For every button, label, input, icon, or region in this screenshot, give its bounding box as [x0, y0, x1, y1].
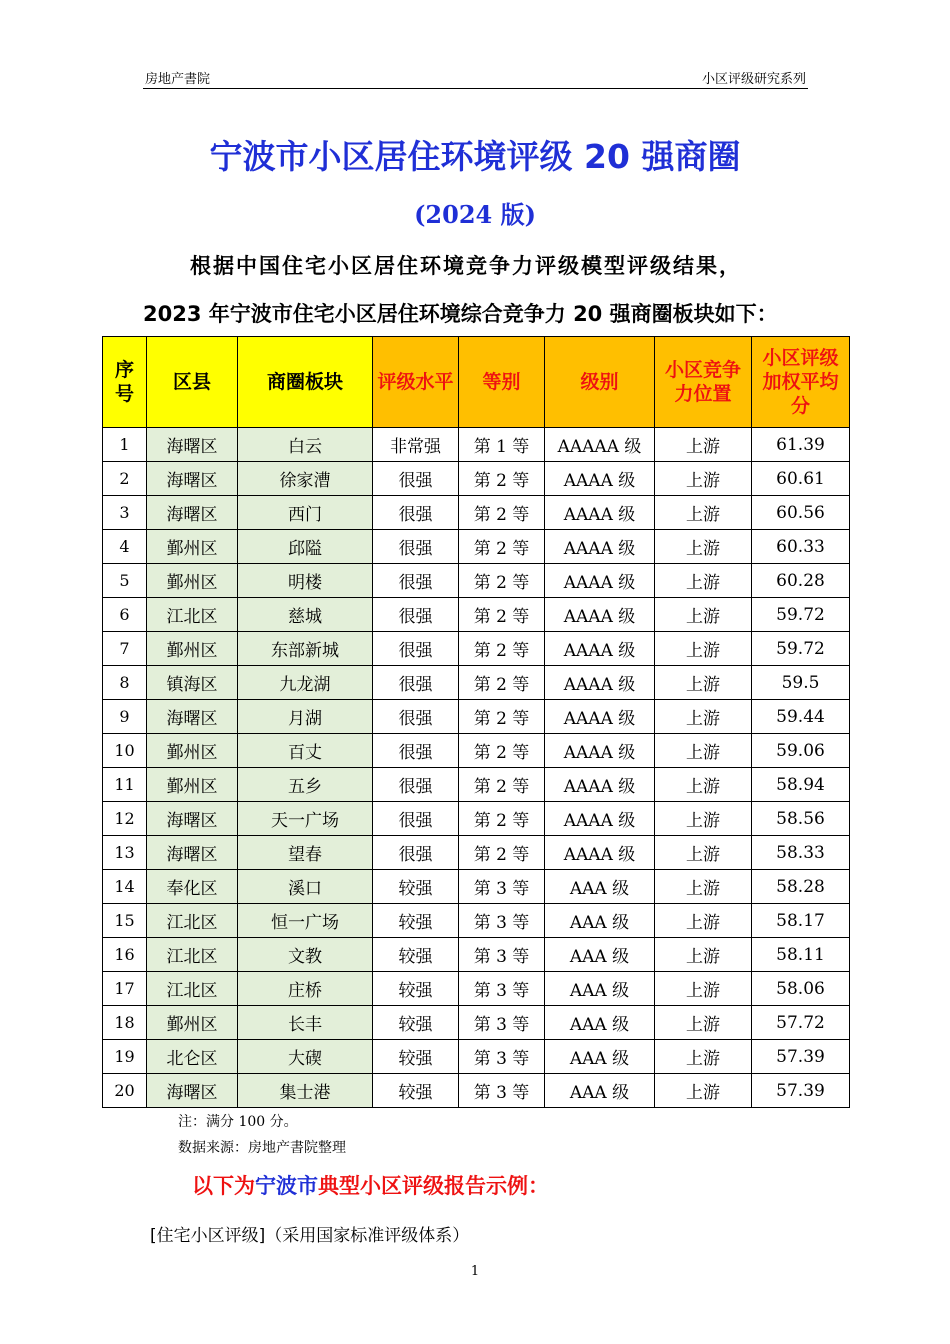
cell-class: AAAA 级 [545, 836, 655, 870]
cell-grade: 第 2 等 [459, 836, 545, 870]
cell-level: 较强 [373, 870, 459, 904]
cell-position: 上游 [655, 972, 752, 1006]
cell-grade: 第 2 等 [459, 598, 545, 632]
cell-position: 上游 [655, 802, 752, 836]
cell-position: 上游 [655, 1040, 752, 1074]
table-row [103, 564, 850, 598]
col-header-class: 级别 [545, 337, 655, 428]
cell-grade: 第 2 等 [459, 496, 545, 530]
cell-district: 奉化区 [147, 870, 238, 904]
cell-position: 上游 [655, 564, 752, 598]
cell-level: 很强 [373, 802, 459, 836]
cell-index: 6 [103, 598, 147, 632]
cell-index: 12 [103, 802, 147, 836]
table-row [103, 496, 850, 530]
cell-class: AAAAA 级 [545, 428, 655, 462]
cell-district: 海曙区 [147, 496, 238, 530]
cell-index: 19 [103, 1040, 147, 1074]
cell-position: 上游 [655, 666, 752, 700]
cell-area: 九龙湖 [238, 666, 373, 700]
cell-district: 江北区 [147, 972, 238, 1006]
cell-class: AAA 级 [545, 870, 655, 904]
cell-grade: 第 2 等 [459, 700, 545, 734]
table-row [103, 734, 850, 768]
cell-level: 很强 [373, 632, 459, 666]
example-heading [192, 1170, 549, 1200]
cell-score: 58.06 [752, 972, 850, 1006]
cell-grade: 第 2 等 [459, 564, 545, 598]
cell-grade: 第 1 等 [459, 428, 545, 462]
cell-level: 很强 [373, 598, 459, 632]
cell-grade: 第 3 等 [459, 938, 545, 972]
header-left: 房地产書院 [145, 72, 211, 87]
cell-position: 上游 [655, 1074, 752, 1108]
cell-area: 邱隘 [238, 530, 373, 564]
col-header-score: 小区评级加权平均分 [752, 337, 850, 428]
cell-area: 明楼 [238, 564, 373, 598]
cell-district: 江北区 [147, 598, 238, 632]
cell-level: 非常强 [373, 428, 459, 462]
cell-area: 天一广场 [238, 802, 373, 836]
cell-area: 庄桥 [238, 972, 373, 1006]
cell-class: AAAA 级 [545, 768, 655, 802]
cell-area: 恒一广场 [238, 904, 373, 938]
cell-score: 59.06 [752, 734, 850, 768]
table-row [103, 1006, 850, 1040]
cell-district: 江北区 [147, 904, 238, 938]
cell-class: AAA 级 [545, 1074, 655, 1108]
cell-score: 57.39 [752, 1074, 850, 1108]
cell-district: 鄞州区 [147, 734, 238, 768]
col-header-area: 商圈板块 [238, 337, 373, 428]
cell-score: 60.33 [752, 530, 850, 564]
cell-class: AAAA 级 [545, 700, 655, 734]
cell-score: 59.5 [752, 666, 850, 700]
cell-grade: 第 3 等 [459, 1074, 545, 1108]
cell-position: 上游 [655, 870, 752, 904]
cell-position: 上游 [655, 496, 752, 530]
cell-position: 上游 [655, 598, 752, 632]
table-row [103, 666, 850, 700]
cell-grade: 第 3 等 [459, 904, 545, 938]
note-full-score: 注：满分 100 分。 [178, 1114, 298, 1130]
cell-district: 镇海区 [147, 666, 238, 700]
cell-position: 上游 [655, 904, 752, 938]
cell-index: 9 [103, 700, 147, 734]
page-number: 1 [470, 1264, 480, 1279]
cell-class: AAAA 级 [545, 564, 655, 598]
cell-district: 北仑区 [147, 1040, 238, 1074]
table-row [103, 870, 850, 904]
cell-district: 海曙区 [147, 700, 238, 734]
cell-level: 较强 [373, 1040, 459, 1074]
section-label: [住宅小区评级]（采用国家标准评级体系） [150, 1226, 470, 1246]
cell-index: 15 [103, 904, 147, 938]
cell-grade: 第 3 等 [459, 1040, 545, 1074]
cell-class: AAAA 级 [545, 802, 655, 836]
table-row [103, 836, 850, 870]
cell-index: 11 [103, 768, 147, 802]
cell-level: 较强 [373, 972, 459, 1006]
cell-area: 白云 [238, 428, 373, 462]
example-prefix: 以下为 [192, 1174, 255, 1198]
cell-index: 18 [103, 1006, 147, 1040]
table-row [103, 972, 850, 1006]
cell-class: AAA 级 [545, 938, 655, 972]
table-row [103, 428, 850, 462]
table-row [103, 632, 850, 666]
cell-position: 上游 [655, 768, 752, 802]
cell-area: 集士港 [238, 1074, 373, 1108]
document-edition: (2024 版) [414, 200, 536, 229]
cell-index: 8 [103, 666, 147, 700]
cell-class: AAAA 级 [545, 632, 655, 666]
cell-class: AAAA 级 [545, 598, 655, 632]
cell-class: AAA 级 [545, 904, 655, 938]
cell-level: 较强 [373, 904, 459, 938]
col-header-level: 评级水平 [373, 337, 459, 428]
cell-score: 58.28 [752, 870, 850, 904]
cell-score: 60.56 [752, 496, 850, 530]
cell-score: 58.17 [752, 904, 850, 938]
col-header-district: 区县 [147, 337, 238, 428]
cell-index: 2 [103, 462, 147, 496]
cell-index: 17 [103, 972, 147, 1006]
cell-position: 上游 [655, 1006, 752, 1040]
cell-score: 59.72 [752, 632, 850, 666]
cell-area: 五乡 [238, 768, 373, 802]
intro-line-1: 根据中国住宅小区居住环境竞争力评级模型评级结果， [190, 254, 742, 278]
cell-grade: 第 2 等 [459, 462, 545, 496]
table-row [103, 700, 850, 734]
cell-score: 58.94 [752, 768, 850, 802]
cell-index: 16 [103, 938, 147, 972]
cell-grade: 第 2 等 [459, 734, 545, 768]
table-row [103, 768, 850, 802]
table-row [103, 530, 850, 564]
cell-class: AAAA 级 [545, 496, 655, 530]
cell-score: 57.39 [752, 1040, 850, 1074]
cell-district: 鄞州区 [147, 632, 238, 666]
page-header [143, 66, 808, 89]
table-row [103, 938, 850, 972]
example-suffix: 典型小区评级报告示例： [318, 1174, 549, 1198]
col-header-grade: 等别 [459, 337, 545, 428]
cell-index: 1 [103, 428, 147, 462]
cell-level: 很强 [373, 530, 459, 564]
cell-score: 58.11 [752, 938, 850, 972]
cell-grade: 第 3 等 [459, 1006, 545, 1040]
table-row [103, 1074, 850, 1108]
cell-district: 鄞州区 [147, 530, 238, 564]
cell-level: 很强 [373, 836, 459, 870]
cell-score: 58.56 [752, 802, 850, 836]
cell-class: AAAA 级 [545, 530, 655, 564]
cell-index: 3 [103, 496, 147, 530]
table-row [103, 904, 850, 938]
cell-grade: 第 2 等 [459, 802, 545, 836]
cell-area: 东部新城 [238, 632, 373, 666]
table-row [103, 1040, 850, 1074]
example-city: 宁波市 [255, 1174, 318, 1198]
cell-district: 鄞州区 [147, 1006, 238, 1040]
cell-position: 上游 [655, 632, 752, 666]
cell-score: 61.39 [752, 428, 850, 462]
table-body [103, 428, 850, 1108]
header-right: 小区评级研究系列 [701, 72, 806, 87]
document-title: 宁波市小区居住环境评级 20 强商圈 [209, 137, 741, 176]
cell-score: 57.72 [752, 1006, 850, 1040]
cell-score: 60.28 [752, 564, 850, 598]
cell-level: 很强 [373, 734, 459, 768]
col-header-position: 小区竞争力位置 [655, 337, 752, 428]
cell-index: 13 [103, 836, 147, 870]
cell-index: 10 [103, 734, 147, 768]
cell-position: 上游 [655, 530, 752, 564]
cell-class: AAAA 级 [545, 462, 655, 496]
table-row [103, 462, 850, 496]
cell-index: 14 [103, 870, 147, 904]
cell-position: 上游 [655, 700, 752, 734]
note-data-source: 数据来源：房地产書院整理 [178, 1140, 346, 1156]
table-header-row [103, 337, 850, 428]
cell-position: 上游 [655, 462, 752, 496]
cell-grade: 第 3 等 [459, 870, 545, 904]
cell-level: 较强 [373, 938, 459, 972]
cell-area: 溪口 [238, 870, 373, 904]
cell-score: 59.72 [752, 598, 850, 632]
cell-district: 鄞州区 [147, 564, 238, 598]
cell-district: 海曙区 [147, 802, 238, 836]
cell-index: 5 [103, 564, 147, 598]
cell-district: 海曙区 [147, 428, 238, 462]
cell-position: 上游 [655, 938, 752, 972]
cell-index: 20 [103, 1074, 147, 1108]
cell-grade: 第 2 等 [459, 768, 545, 802]
cell-district: 海曙区 [147, 1074, 238, 1108]
cell-district: 海曙区 [147, 462, 238, 496]
cell-class: AAA 级 [545, 1006, 655, 1040]
cell-level: 很强 [373, 666, 459, 700]
cell-level: 较强 [373, 1006, 459, 1040]
cell-area: 慈城 [238, 598, 373, 632]
cell-index: 7 [103, 632, 147, 666]
cell-position: 上游 [655, 836, 752, 870]
cell-grade: 第 3 等 [459, 972, 545, 1006]
cell-level: 很强 [373, 768, 459, 802]
intro-line-2: 2023 年宁波市住宅小区居住环境综合竞争力 20 强商圈板块如下： [143, 302, 778, 326]
ranking-table [102, 336, 850, 1108]
cell-level: 很强 [373, 496, 459, 530]
table-row [103, 598, 850, 632]
cell-area: 长丰 [238, 1006, 373, 1040]
cell-area: 月湖 [238, 700, 373, 734]
cell-level: 较强 [373, 1074, 459, 1108]
cell-level: 很强 [373, 564, 459, 598]
cell-position: 上游 [655, 428, 752, 462]
table-row [103, 802, 850, 836]
cell-score: 60.61 [752, 462, 850, 496]
cell-area: 大碶 [238, 1040, 373, 1074]
cell-class: AAAA 级 [545, 666, 655, 700]
cell-district: 海曙区 [147, 836, 238, 870]
cell-grade: 第 2 等 [459, 530, 545, 564]
cell-grade: 第 2 等 [459, 632, 545, 666]
cell-index: 4 [103, 530, 147, 564]
cell-level: 很强 [373, 700, 459, 734]
cell-district: 江北区 [147, 938, 238, 972]
cell-district: 鄞州区 [147, 768, 238, 802]
col-header-index: 序号 [103, 337, 147, 428]
cell-area: 西门 [238, 496, 373, 530]
cell-grade: 第 2 等 [459, 666, 545, 700]
cell-level: 很强 [373, 462, 459, 496]
cell-area: 文教 [238, 938, 373, 972]
cell-area: 徐家漕 [238, 462, 373, 496]
cell-score: 58.33 [752, 836, 850, 870]
cell-class: AAA 级 [545, 1040, 655, 1074]
cell-position: 上游 [655, 734, 752, 768]
cell-area: 望春 [238, 836, 373, 870]
cell-class: AAAA 级 [545, 734, 655, 768]
cell-score: 59.44 [752, 700, 850, 734]
cell-area: 百丈 [238, 734, 373, 768]
cell-class: AAA 级 [545, 972, 655, 1006]
